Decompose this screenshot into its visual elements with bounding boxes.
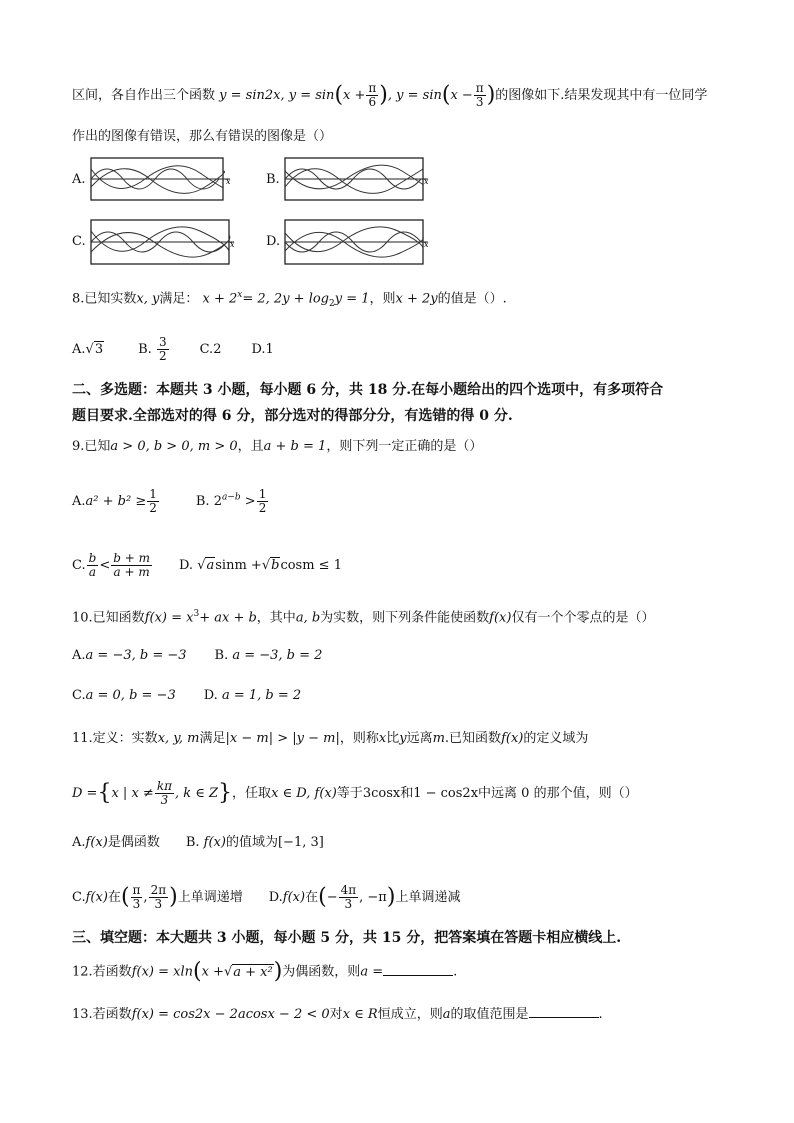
q11-stem: 11.定义：实数x, y, m满足|x − m| > |y − m|，则称x比y远离m.已知函数f(x)的定义域为 <box>72 731 589 746</box>
q10-option-d[interactable]: D. a = 1, b = 2 <box>203 688 302 703</box>
section3-heading: 三、填空题：本大题共 3 小题，每小题 5 分，共 15 分，把答案填在答题卡相应横线上. <box>72 930 622 946</box>
q9-option-b[interactable]: B. $2^{a-b}$ > $\frac{1}{2}$ <box>195 487 267 516</box>
q13-stem: 13.若函数f(x) = cos2x − 2acosx − 2 < 0对x ∈ R恒成立，则a的取值范围是 . <box>72 1007 603 1022</box>
svg-text:x: x <box>226 177 231 186</box>
graph-a <box>90 157 232 201</box>
graph-d <box>284 219 430 265</box>
svg-text:x: x <box>230 240 235 249</box>
frac-pi-3: $\frac{\pi}{3}$ <box>475 81 484 109</box>
q7-option-d-label: D. <box>266 234 281 249</box>
q8-option-a[interactable]: A.√3 <box>72 342 104 357</box>
q9-stem: 9.已知a > 0, b > 0, m > 0，且a + b = 1，则下列一定正确的是（） <box>72 439 483 454</box>
q8-option-c[interactable]: C.2 <box>199 342 222 357</box>
q8-option-b[interactable]: B. $\frac{3}{2}$ <box>138 335 167 363</box>
svg-text:x: x <box>424 240 429 249</box>
q10-stem: 10.已知函数$f(x) = x^3+$ ax + b，其中a, b为实数，则下列条件能使函数f(x)仅有一个个零点的是（） <box>72 609 655 626</box>
q10-options-cd <box>72 686 301 706</box>
q10-options-ab <box>72 646 322 666</box>
q9-options-ab <box>72 488 269 515</box>
q11-option-c[interactable]: C.f(x)在( $\frac{\pi}{3}$ , $\frac{2\pi}{3}$ )上单调递增 <box>72 883 243 911</box>
q10-option-a[interactable]: A.a = −3, b = −3 <box>72 648 187 663</box>
q7-option-b-label: B. <box>266 172 280 187</box>
q11-options-ab <box>72 833 324 853</box>
q12-answer-blank[interactable] <box>383 963 453 976</box>
q11-options-cd <box>72 884 460 911</box>
section2-heading-line1: 二、多选题：本题共 3 小题，每小题 6 分，共 18 分.在每小题给出的四个选项中，有多项符合 <box>72 382 664 398</box>
section2-heading-line2: 题目要求.全部选对的得 6 分，部分选对的得部分分，有选错的得 0 分. <box>72 408 513 424</box>
q11-option-b[interactable]: B. f(x)的值域为[−1, 3] <box>185 835 324 850</box>
q12-stem: 12.若函数f(x) = xln(x +√a + x²)为偶函数，则a = . <box>72 959 458 984</box>
graph-b <box>284 157 430 201</box>
q11-option-a[interactable]: A.f(x)是偶函数 <box>72 835 160 850</box>
q10-option-b[interactable]: B. a = −3, b = 2 <box>214 648 323 663</box>
q8-option-d[interactable]: D.1 <box>251 342 274 357</box>
q7-option-c-label: C. <box>72 234 86 249</box>
svg-text:x: x <box>424 177 429 186</box>
frac-pi-6: $\frac{\pi}{6}$ <box>368 81 377 109</box>
q8-stem: 8.已知实数x, y满足： $x + 2^x= 2$, $2y + \log_2y = 1$，则x + 2y的值是（）. <box>72 290 507 309</box>
q7-option-a-label: A. <box>72 172 86 187</box>
q7-line1: 区间，各自作出三个函数 y = sin2x, y = sin(x + $\frac{\pi}{6}$ ), y = sin(x − $\frac{\pi}{3}$ )的图像如下.结果发现其中有一位同学 <box>72 81 708 109</box>
graph-c <box>90 219 236 265</box>
q11-domain: D ={x | x ≠ $\frac{k\pi}{3}$ , k ∈ Z}，任取x ∈ D, f(x)等于3cosx和1 − cos2x中远离 0 的那个值，则（） <box>72 779 638 807</box>
q10-option-c[interactable]: C.a = 0, b = −3 <box>72 688 176 703</box>
q13-answer-blank[interactable] <box>529 1005 599 1018</box>
q8-options <box>72 336 274 363</box>
q9-option-a[interactable]: A.a² + b² ≥ $\frac{1}{2}$ <box>72 487 157 516</box>
q11-option-d[interactable]: D.f(x)在(− $\frac{4\pi}{3}$ , −π)上单调递减 <box>268 883 461 911</box>
q9-options-cd <box>72 552 342 579</box>
q9-option-d[interactable]: D. √asinm +√bcosm ≤ 1 <box>178 558 342 573</box>
q9-option-c[interactable]: C. $\frac{b}{a}$ < $\frac{b + m}{a + m}$ <box>72 551 150 579</box>
q7-line2: 作出的图像有错误，那么有错误的图像是（） <box>72 129 333 144</box>
